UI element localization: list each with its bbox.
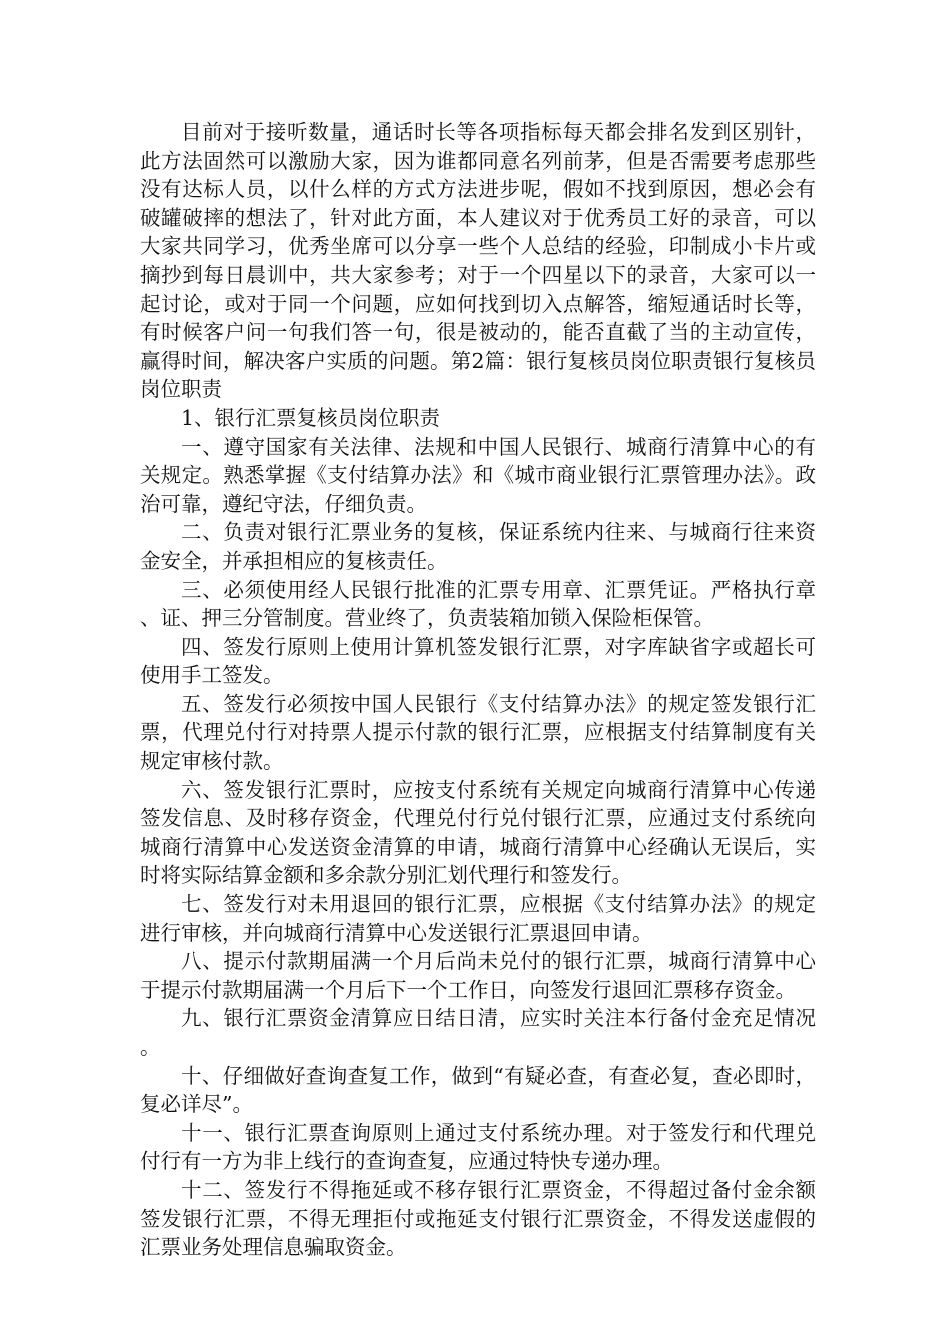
paragraph: 目前对于接听数量，通话时长等各项指标每天都会排名发到区别针，此方法固然可以激励大家，因为谁都同意名列前茅，但是否需要考虑那些没有达标人员，以什么样的方式方法进步呢，假如不找到原因，想必会有破罐破摔的想法了，针对此方面，本人建议对于优秀员工好的录音，可以大家共同学习，优秀坐席可以分享一些个人总结的经验，印制成小卡片或摘抄到每日晨训中，共大家参考；对于一个四星以下的录音，大家可以一起讨论，或对于同一个问题，应如何找到切入点解答，缩短通话时长等，有时候客户问一句我们答一句，很是被动的，能否直截了当的主动宣传，赢得时间，解决客户实质的问题。第2篇：银行复核员岗位职责银行复核员岗位职责 [140, 120, 816, 402]
paragraph: 一、遵守国家有关法律、法规和中国人民银行、城商行清算中心的有关规定。熟悉掌握《支付结算办法》和《城市商业银行汇票管理办法》。政治可靠，遵纪守法，仔细负责。 [140, 434, 816, 516]
paragraph: 八、提示付款期届满一个月后尚未兑付的银行汇票，城商行清算中心于提示付款期届满一个月后下一个工作日，向签发行退回汇票移存资金。 [140, 949, 816, 1002]
paragraph: 九、银行汇票资金清算应日结日清，应实时关注本行备付金充足情况。 [140, 1006, 816, 1059]
paragraph: 二、负责对银行汇票业务的复核，保证系统内往来、与城商行往来资金安全，并承担相应的复核责任。 [140, 520, 816, 573]
paragraph: 十一、银行汇票查询原则上通过支付系统办理。对于签发行和代理兑付行有一方为非上线行的查询查复，应通过特快专递办理。 [140, 1120, 816, 1174]
paragraph: 七、签发行对未用退回的银行汇票，应根据《支付结算办法》的规定进行审核，并向城商行清算中心发送银行汇票退回申请。 [140, 892, 816, 945]
paragraph: 1、银行汇票复核员岗位职责 [181, 405, 441, 430]
paragraph: 五、签发行必须按中国人民银行《支付结算办法》的规定签发银行汇票，代理兑付行对持票人提示付款的银行汇票，应根据支付结算制度有关规定审核付款。 [140, 691, 816, 774]
paragraph: 三、必须使用经人民银行批准的汇票专用章、汇票凭证。严格执行章、证、押三分管制度。营业终了，负责装箱加锁入保险柜保管。 [140, 577, 816, 631]
paragraph: 六、签发银行汇票时，应按支付系统有关规定向城商行清算中心传递签发信息、及时移存资金，代理兑付行兑付银行汇票，应通过支付系统向城商行清算中心发送资金清算的申请，城商行清算中心经确认无误后，实时将实际结算金额和多余款分别汇划代理行和签发行。 [140, 777, 816, 888]
document-body [140, 118, 816, 1262]
paragraph: 十二、签发行不得拖延或不移存银行汇票资金，不得超过备付金余额签发银行汇票，不得无理拒付或拖延支付银行汇票资金，不得发送虚假的汇票业务处理信息骗取资金。 [140, 1177, 816, 1260]
paragraph: 十、仔细做好查询查复工作，做到“有疑必查，有查必复，查必即时，复必详尽”。 [140, 1063, 816, 1117]
paragraph: 四、签发行原则上使用计算机签发银行汇票，对字库缺省字或超长可使用手工签发。 [140, 634, 816, 688]
